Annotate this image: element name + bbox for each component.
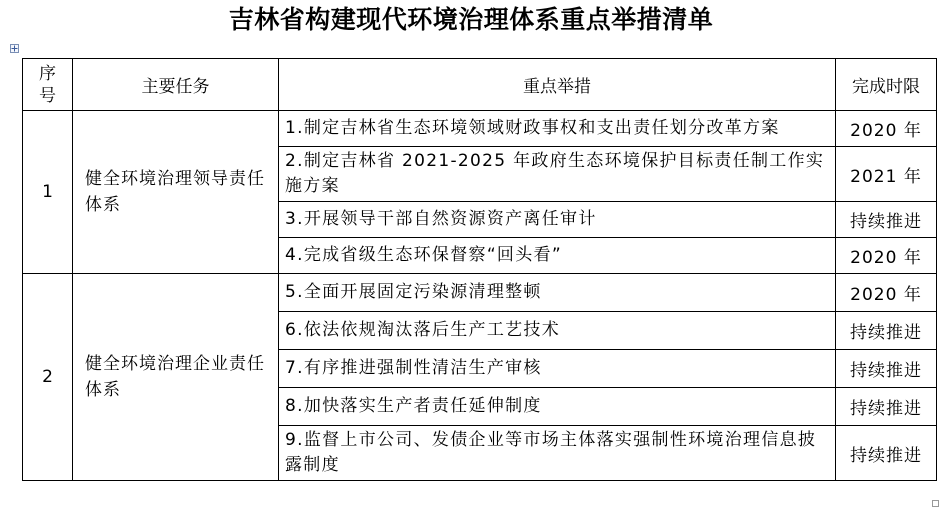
group-task-cell: 健全环境治理企业责任体系 bbox=[73, 274, 279, 481]
measure-cell: 5.全面开展固定污染源清理整顿 bbox=[279, 274, 836, 312]
measure-cell: 3.开展领导干部自然资源资产离任审计 bbox=[279, 202, 836, 238]
deadline-cell: 持续推进 bbox=[836, 312, 937, 350]
table-resize-handle[interactable] bbox=[932, 500, 939, 507]
measure-cell: 7.有序推进强制性清洁生产审核 bbox=[279, 350, 836, 388]
group-task-cell: 健全环境治理领导责任体系 bbox=[73, 111, 279, 274]
group-seq-cell: 2 bbox=[23, 274, 73, 481]
deadline-cell: 2020 年 bbox=[836, 111, 937, 147]
deadline-cell: 持续推进 bbox=[836, 202, 937, 238]
table-row bbox=[23, 111, 937, 147]
deadline-cell: 持续推进 bbox=[836, 388, 937, 426]
measure-cell: 1.制定吉林省生态环境领域财政事权和支出责任划分改革方案 bbox=[279, 111, 836, 147]
measure-cell: 6.依法依规淘汰落后生产工艺技术 bbox=[279, 312, 836, 350]
measure-cell: 2.制定吉林省 2021-2025 年政府生态环境保护目标责任制工作实施方案 bbox=[279, 147, 836, 202]
deadline-cell: 2021 年 bbox=[836, 147, 937, 202]
deadline-cell: 2020 年 bbox=[836, 274, 937, 312]
measures-table bbox=[22, 58, 937, 481]
table-row bbox=[23, 274, 937, 312]
table-move-handle-icon[interactable] bbox=[10, 44, 19, 53]
header-seq: 序号 bbox=[23, 59, 73, 111]
document-title: 吉林省构建现代环境治理体系重点举措清单 bbox=[228, 5, 714, 34]
measure-cell: 9.监督上市公司、发债企业等市场主体落实强制性环境治理信息披露制度 bbox=[279, 426, 836, 481]
measure-cell: 8.加快落实生产者责任延伸制度 bbox=[279, 388, 836, 426]
header-deadline: 完成时限 bbox=[836, 59, 937, 111]
header-measure: 重点举措 bbox=[279, 59, 836, 111]
table-header-row bbox=[23, 59, 937, 111]
deadline-cell: 持续推进 bbox=[836, 350, 937, 388]
group-seq-cell: 1 bbox=[23, 111, 73, 274]
deadline-cell: 2020 年 bbox=[836, 238, 937, 274]
header-task: 主要任务 bbox=[73, 59, 279, 111]
measure-cell: 4.完成省级生态环保督察“回头看” bbox=[279, 238, 836, 274]
deadline-cell: 持续推进 bbox=[836, 426, 937, 481]
